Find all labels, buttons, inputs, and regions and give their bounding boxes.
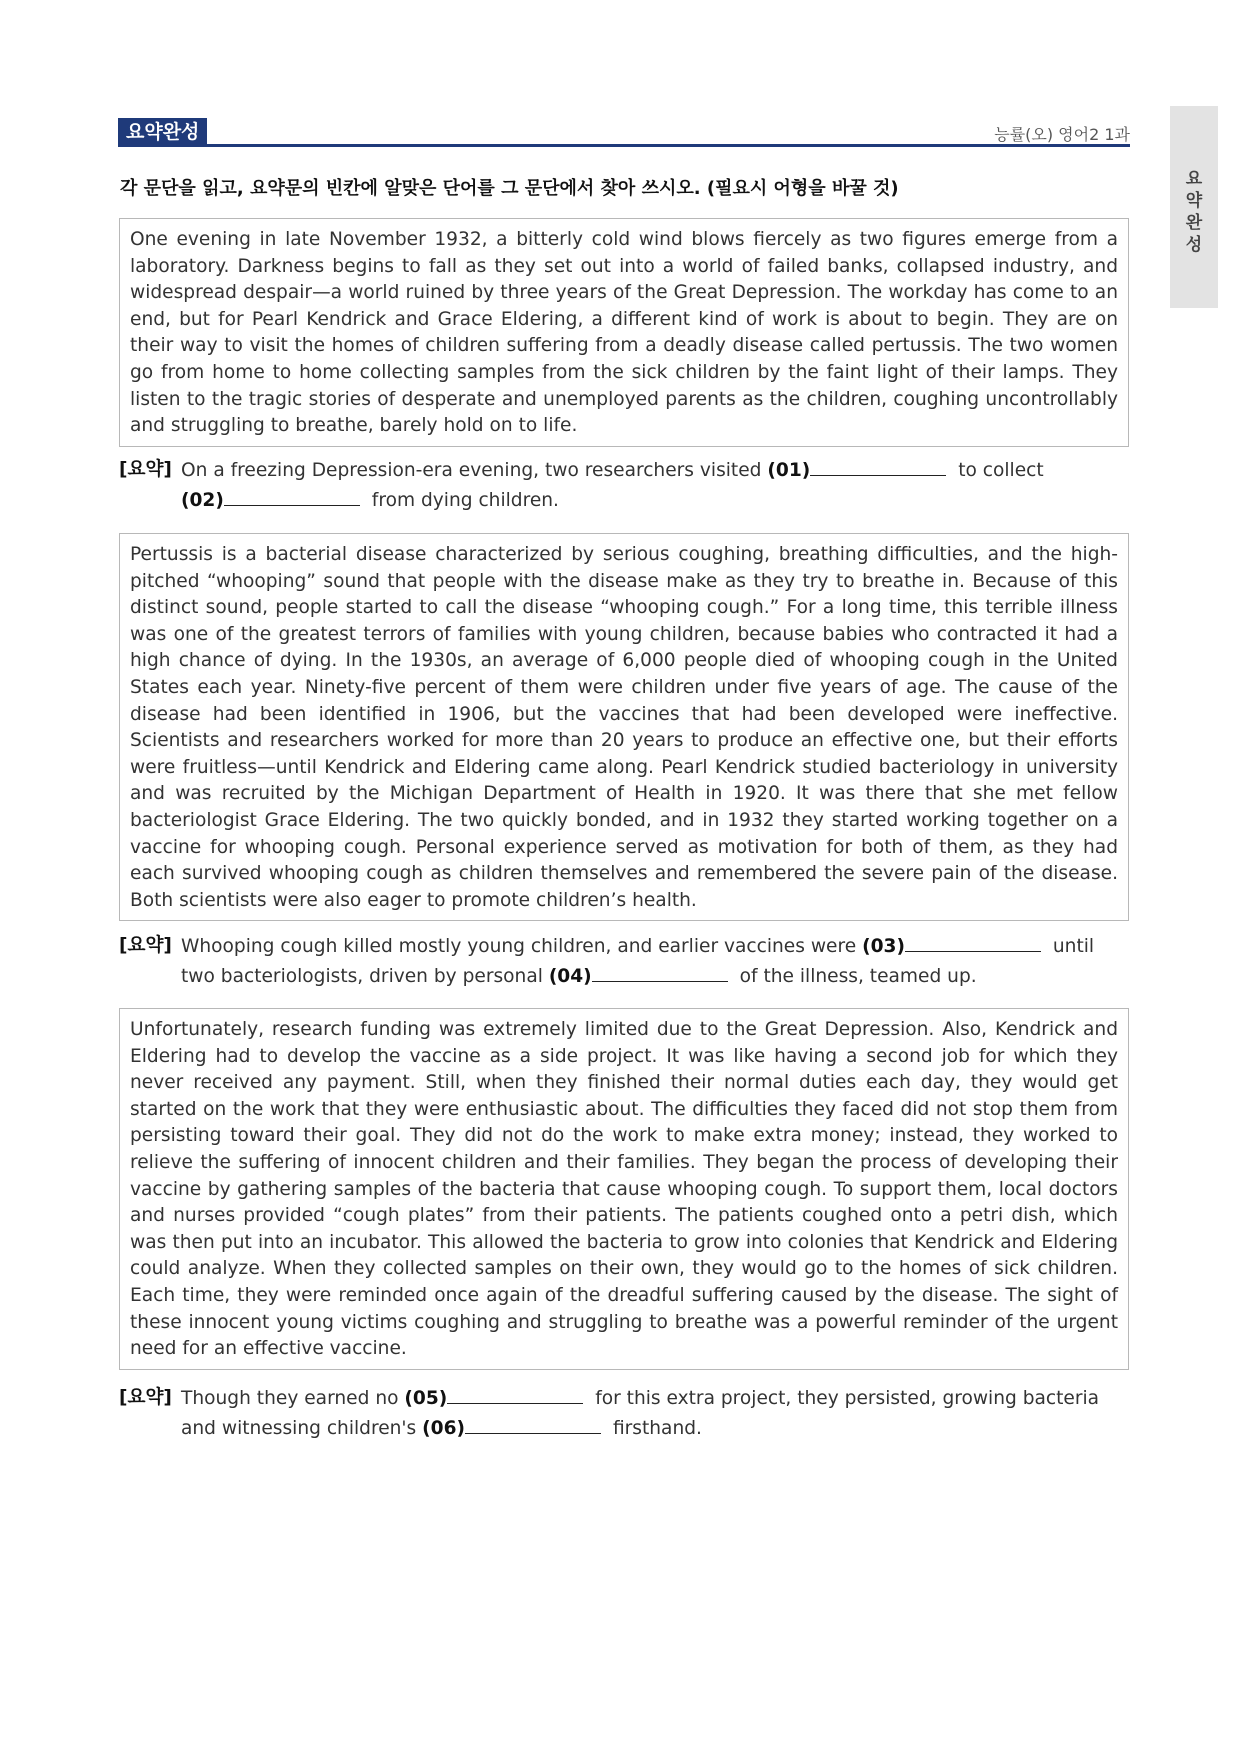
answer-blank[interactable]	[905, 931, 1041, 952]
summary-line	[119, 455, 1129, 485]
summary-text: two bacteriologists, driven by personal	[181, 966, 543, 987]
summary-text: and witnessing children's	[181, 1418, 417, 1439]
answer-blank[interactable]	[465, 1413, 601, 1434]
summary-text: On a freezing Depression-era evening, two researchers visited	[181, 460, 762, 481]
section-tag: 요약완성	[118, 118, 207, 146]
summary-line	[119, 961, 1129, 991]
summary-text: of the illness, teamed up.	[739, 966, 977, 987]
summary-text: Whooping cough killed mostly young children, and earlier vaccines were	[181, 936, 857, 957]
summary-tag: [요약]	[119, 459, 172, 480]
summary-text: until	[1052, 936, 1095, 957]
side-tab	[1170, 106, 1218, 308]
blank-number: (06)	[422, 1418, 466, 1439]
answer-blank[interactable]	[592, 961, 728, 982]
passage-2: Pertussis is a bacterial disease characterized by serious coughing, breathing difficulties, and the high-pitched “whooping” sound that people with the disease make as they try to breathe in. Because of this distinct sound, people started to call the disease “whooping cough.” For a long time, this terrible illness was one of the greatest terrors of families with young children, because babies who contracted it had a high chance of dying. In the 1930s, an average of 6,000 people died of whooping cough in the United States each year. Ninety-five percent of them were children under five years of age. The cause of the disease had been identified in 1906, but the vaccines that had been developed were ineffective. Scientists and researchers worked for more than 20 years to produce an effective one, but their efforts were fruitless—until Kendrick and Eldering came along. Pearl Kendrick studied bacteriology in university and was recruited by the Michigan Department of Health in 1920. It was there that she met fellow bacteriologist Grace Eldering. The two quickly bonded, and in 1932 they started working together on a vaccine for whooping cough. Personal experience served as motivation for both of them, as they had each survived whooping cough as children themselves and remembered the severe pain of the disease. Both scientists were also eager to promote children’s health.	[119, 533, 1129, 921]
header-rule	[118, 144, 1130, 147]
course-label: 능률(오) 영어2 1과	[994, 125, 1130, 144]
summary-text: for this extra project, they persisted, growing bacteria	[595, 1388, 1100, 1409]
blank-number: (04)	[548, 966, 592, 987]
blank-number: (01)	[767, 460, 811, 481]
summary-2	[119, 931, 1129, 991]
summary-line	[119, 931, 1129, 961]
answer-blank[interactable]	[224, 485, 360, 506]
summary-text: to collect	[958, 460, 1044, 481]
blank-number: (02)	[181, 490, 224, 511]
summary-tag: [요약]	[119, 935, 172, 956]
summary-line	[119, 485, 1129, 515]
summary-text: firsthand.	[612, 1418, 702, 1439]
summary-line	[119, 1383, 1129, 1413]
side-tab-char: 약	[1185, 191, 1203, 211]
answer-blank[interactable]	[810, 455, 946, 476]
side-tab-char: 요	[1185, 169, 1203, 189]
summary-1	[119, 455, 1129, 515]
side-tab-char: 성	[1185, 235, 1203, 255]
blank-number: (03)	[862, 936, 905, 957]
passage-3: Unfortunately, research funding was extremely limited due to the Great Depression. Also, Kendrick and Eldering had to develop the vaccine as a side project. It was like having a second job for which they never received any payment. Still, when they finished their normal duties each day, they would get started on the work that they were enthusiastic about. The difficulties they faced did not stop them from persisting toward their goal. They did not do the work to make extra money; instead, they worked to relieve the suffering of innocent children and their families. They began the process of developing their vaccine by gathering samples of the bacteria that cause whooping cough. To support them, local doctors and nurses provided “cough plates” from their patients. The patients coughed onto a petri dish, which was then put into an incubator. This allowed the bacteria to grow into colonies that Kendrick and Eldering could analyze. When they collected samples on their own, they would go to the homes of sick children. Each time, they were reminded once again of the dreadful suffering caused by the disease. The sight of these innocent young victims coughing and struggling to breathe was a powerful reminder of the urgent need for an effective vaccine.	[119, 1008, 1129, 1370]
summary-text: from dying children.	[371, 490, 559, 511]
summary-line	[119, 1413, 1129, 1443]
summary-3	[119, 1383, 1129, 1443]
blank-number: (05)	[404, 1388, 448, 1409]
summary-text: Though they earned no	[181, 1388, 399, 1409]
answer-blank[interactable]	[447, 1383, 583, 1404]
passage-1: One evening in late November 1932, a bitterly cold wind blows fiercely as two figures emerge from a laboratory. Darkness begins to fall as they set out into a world of failed banks, collapsed industry, and widespread despair—a world ruined by three years of the Great Depression. The workday has come to an end, but for Pearl Kendrick and Grace Eldering, a different kind of work is about to begin. They are on their way to visit the homes of children suffering from a deadly disease called pertussis. The two women go from home to home collecting samples from the sick children by the faint light of their lamps. They listen to the tragic stories of desperate and unemployed parents as the children, coughing uncontrollably and struggling to breathe, barely hold on to life.	[119, 218, 1129, 447]
side-tab-char: 완	[1185, 213, 1203, 233]
summary-tag: [요약]	[119, 1387, 172, 1408]
instruction: 각 문단을 읽고, 요약문의 빈칸에 알맞은 단어를 그 문단에서 찾아 쓰시오. (필요시 어형을 바꿀 것)	[120, 178, 899, 199]
